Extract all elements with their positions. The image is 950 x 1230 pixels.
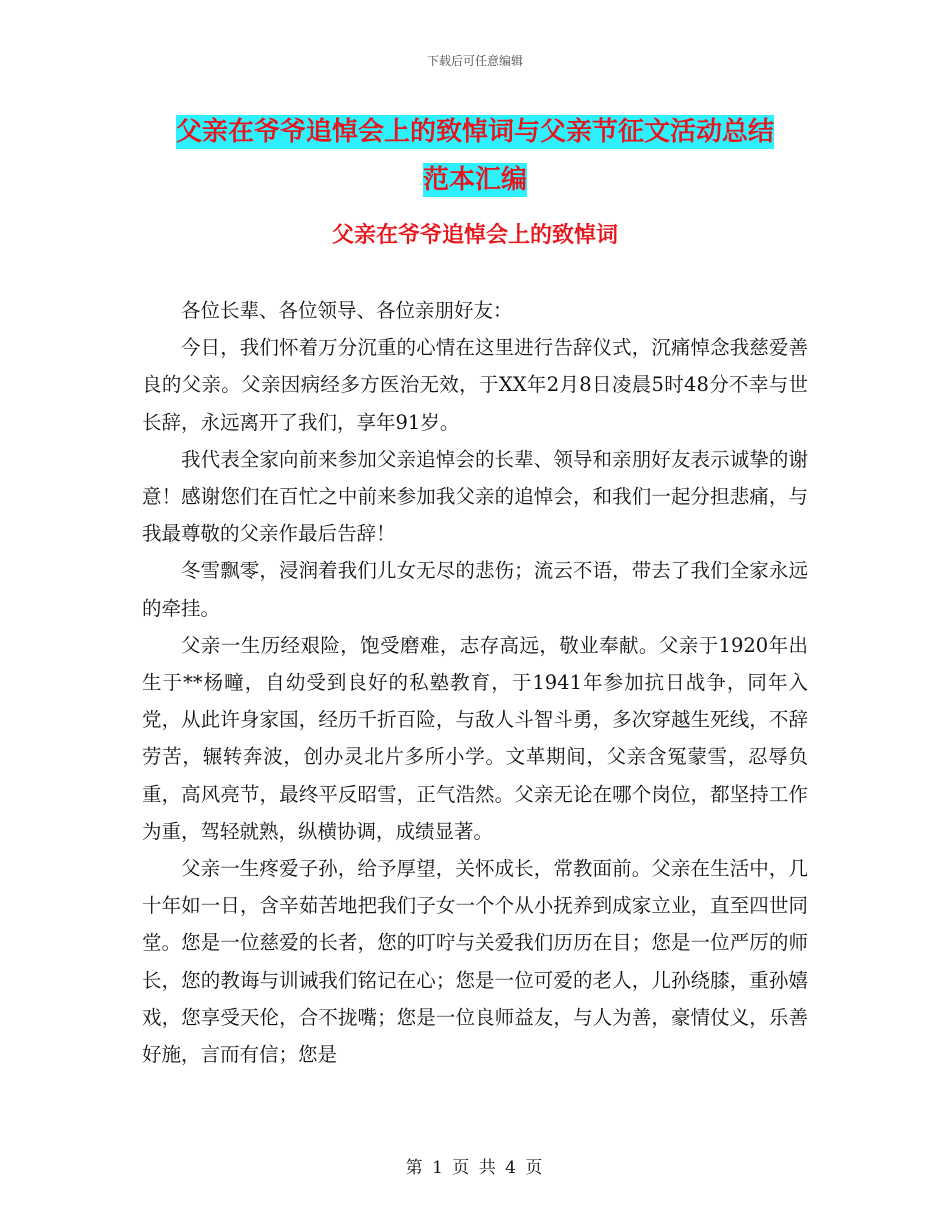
document-title <box>140 108 810 204</box>
paragraph: 我代表全家向前来参加父亲追悼会的长辈、领导和亲朋好友表示诚挚的谢意！感谢您们在百忙之中前来参加我父亲的追悼会，和我们一起分担悲痛，与我最尊敬的父亲作最后告辞！ <box>142 447 808 546</box>
paragraph: 冬雪飘零，浸润着我们儿女无尽的悲伤；流云不语，带去了我们全家永远的牵挂。 <box>142 559 808 620</box>
section-title: 父亲在爷爷追悼会上的致悼词 <box>331 223 618 248</box>
paragraph-salutation: 各位长辈、各位领导、各位亲朋好友： <box>181 299 513 322</box>
page-number-footer: 第 1 页 共 4 页 <box>405 1158 545 1178</box>
document-body <box>142 292 808 1073</box>
document-title-line-1: 父亲在爷爷追悼会上的致悼词与父亲节征文活动总结 <box>175 117 774 147</box>
paragraph: 父亲一生疼爱子孙，给予厚望，关怀成长，常教面前。父亲在生活中，几十年如一日，含辛茹苦地把我们子女一个个从小抚养到成家立业，直至四世同堂。您是一位慈爱的长者，您的叮咛与关爱我们历历在目；您是一位严厉的师长，您的教诲与训诫我们铭记在心；您是一位可爱的老人，儿孙绕膝，重孙嬉戏，您享受天伦，合不拢嘴；您是一位良师益友，与人为善，豪情仗义，乐善好施，言而有信；您是 <box>142 857 808 1067</box>
paragraph: 今日，我们怀着万分沉重的心情在这里进行告辞仪式，沉痛悼念我慈爱善良的父亲。父亲因病经多方医治无效，于XX年2月8日凌晨5时48分不幸与世长辞，永远离开了我们，享年91岁。 <box>142 336 808 434</box>
paragraph: 父亲一生历经艰险，饱受磨难，志存高远，敬业奉献。父亲于1920年出生于**杨疃，自幼受到良好的私塾教育，于1941年参加抗日战争，同年入党，从此许身家国，经历千折百险，与敌人斗智斗勇，多次穿越生死线，不辞劳苦，辗转奔波，创办灵北片多所小学。文革期间，父亲含冤蒙雪，忍辱负重，高风亮节，最终平反昭雪，正气浩然。父亲无论在哪个岗位，都坚持工作为重，驾轻就熟，纵横协调，成绩显著。 <box>142 633 808 843</box>
page-header: 下载后可任意编辑 <box>426 54 523 68</box>
document-title-line-2: 范本汇编 <box>422 165 527 195</box>
